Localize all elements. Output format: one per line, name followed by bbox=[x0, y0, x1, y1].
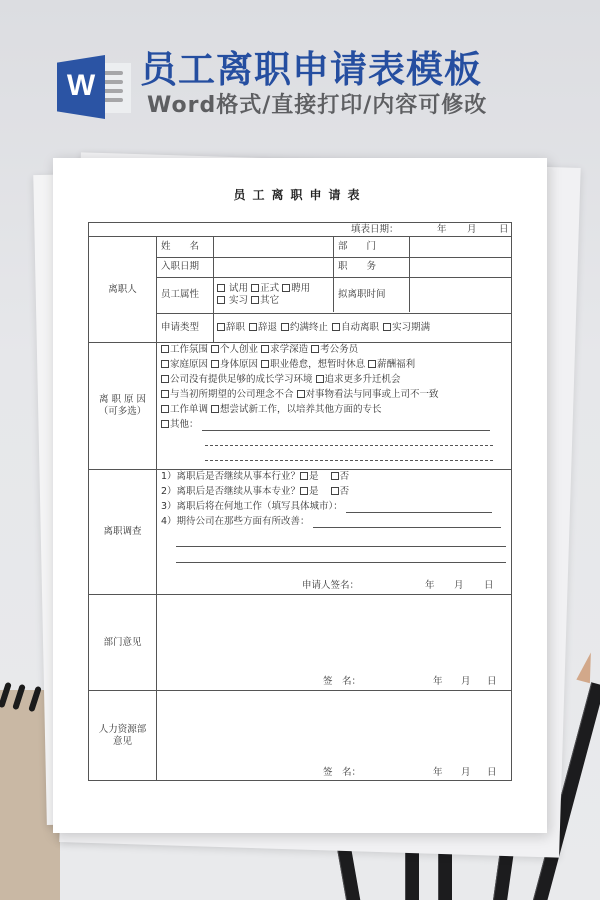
type-option-resign[interactable]: 辞职 bbox=[217, 322, 245, 334]
survey-question-3: 3）离职后将在何地工作（填写具体城市）： bbox=[161, 501, 511, 514]
word-icon-letter: W bbox=[66, 69, 96, 102]
reasons-line bbox=[161, 404, 511, 417]
applicant-sign-day: 日 bbox=[484, 580, 494, 591]
fill-date-row bbox=[88, 222, 512, 236]
word-icon bbox=[53, 47, 133, 127]
reason-option[interactable]: 家庭原因 bbox=[161, 359, 208, 370]
fill-date-label: 填表日期： bbox=[351, 224, 399, 235]
name-field[interactable] bbox=[214, 237, 333, 257]
hr-opinion-field[interactable] bbox=[157, 691, 511, 764]
attribute-options bbox=[217, 277, 333, 313]
survey-question-2: 2）离职后是否继续从事本专业？ 是 否 bbox=[161, 486, 350, 497]
other-reason-input[interactable] bbox=[205, 436, 493, 446]
reasons-line bbox=[161, 344, 511, 357]
q2-yes-option[interactable]: 是 bbox=[300, 486, 319, 497]
reason-option[interactable]: 工作单调 bbox=[161, 404, 208, 415]
reason-option[interactable]: 考公务员 bbox=[311, 344, 358, 355]
hr-sign-day: 日 bbox=[487, 767, 497, 778]
checkbox-icon bbox=[300, 487, 308, 495]
survey-section bbox=[88, 469, 512, 594]
checkbox-icon bbox=[282, 284, 290, 292]
banner-title: 员工离职申请表模板 bbox=[140, 48, 482, 91]
name-label: 姓 名 bbox=[161, 241, 200, 252]
reasons-line bbox=[161, 374, 511, 387]
other-reason-line-3 bbox=[161, 449, 511, 462]
fill-date-month: 月 bbox=[467, 224, 477, 235]
type-option-dismiss[interactable]: 辞退 bbox=[249, 322, 277, 334]
reason-option[interactable]: 想尝试新工作，以培养其他方面的专长 bbox=[211, 404, 382, 415]
hr-sign-month: 月 bbox=[461, 767, 471, 778]
applicant-sign-year: 年 bbox=[425, 580, 435, 591]
checkbox-icon bbox=[161, 345, 169, 353]
checkbox-icon bbox=[251, 284, 259, 292]
reason-option[interactable]: 求学深造 bbox=[261, 344, 308, 355]
hire-date-label: 入职日期 bbox=[161, 261, 200, 272]
checkbox-icon bbox=[161, 360, 169, 368]
checkbox-icon bbox=[311, 345, 319, 353]
reasons-line bbox=[161, 359, 511, 372]
checkbox-icon bbox=[251, 296, 259, 304]
checkbox-icon bbox=[368, 360, 376, 368]
checkbox-icon bbox=[161, 420, 169, 428]
reasons-line bbox=[161, 389, 511, 402]
reason-option[interactable]: 对事物看法与同事或上司不一致 bbox=[297, 389, 439, 400]
checkbox-icon bbox=[217, 323, 225, 331]
checkbox-icon bbox=[161, 405, 169, 413]
type-option-voluntary[interactable]: 自动离职 bbox=[332, 322, 379, 334]
checkbox-icon bbox=[331, 487, 339, 495]
checkbox-icon bbox=[331, 472, 339, 480]
checkbox-icon bbox=[249, 323, 257, 331]
department-sign-day: 日 bbox=[487, 676, 497, 687]
reason-option[interactable]: 薪酬福利 bbox=[368, 359, 415, 370]
attribute-option-intern[interactable]: 实习 bbox=[217, 295, 248, 306]
spiral-ring bbox=[12, 684, 26, 711]
attribute-option-trial[interactable]: 试用 bbox=[217, 283, 248, 294]
department-opinion-label: 部门意见 bbox=[103, 636, 142, 648]
department-opinion-field[interactable] bbox=[157, 595, 511, 674]
reason-option[interactable]: 职业倦怠，想暂时休息 bbox=[261, 359, 365, 370]
checkbox-icon bbox=[161, 390, 169, 398]
hr-opinion-section bbox=[88, 690, 512, 781]
reasons-list bbox=[161, 344, 511, 462]
survey-section-label: 离职调查 bbox=[103, 526, 142, 537]
checkbox-icon bbox=[261, 345, 269, 353]
reason-option[interactable]: 追求更多升迁机会 bbox=[316, 374, 401, 385]
attribute-label: 员工属性 bbox=[161, 289, 200, 300]
application-type-label: 申请类型 bbox=[161, 322, 200, 333]
attribute-option-hired[interactable]: 聘用 bbox=[282, 283, 310, 294]
checkbox-icon bbox=[161, 375, 169, 383]
other-reason-input[interactable] bbox=[202, 421, 490, 431]
banner-subtitle: Word格式/直接打印/内容可修改 bbox=[147, 93, 488, 118]
improvement-input[interactable] bbox=[176, 537, 506, 547]
checkbox-icon bbox=[332, 323, 340, 331]
department-sign-month: 月 bbox=[461, 676, 471, 687]
resignation-form bbox=[88, 222, 512, 781]
department-label: 部 门 bbox=[338, 241, 377, 252]
position-label: 职 务 bbox=[338, 261, 377, 272]
hire-date-field[interactable] bbox=[214, 257, 333, 277]
hr-signature-label: 签 名： bbox=[323, 767, 362, 778]
spiral-ring bbox=[28, 686, 42, 713]
application-type-options bbox=[217, 313, 513, 343]
department-sign-year: 年 bbox=[433, 676, 443, 687]
checkbox-icon bbox=[383, 323, 391, 331]
type-option-intern-end[interactable]: 实习期满 bbox=[383, 322, 430, 334]
position-field[interactable] bbox=[410, 257, 512, 277]
reason-option-other[interactable]: 其他： bbox=[161, 419, 199, 430]
department-field[interactable] bbox=[410, 237, 512, 257]
employee-section bbox=[88, 236, 512, 342]
checkbox-icon bbox=[211, 405, 219, 413]
attribute-option-regular[interactable]: 正式 bbox=[251, 283, 279, 294]
fill-date-day: 日 bbox=[499, 224, 509, 235]
checkbox-icon bbox=[211, 345, 219, 353]
spiral-ring bbox=[0, 682, 12, 709]
leave-time-field[interactable] bbox=[410, 277, 512, 313]
q2-no-option[interactable]: 否 bbox=[331, 486, 350, 497]
improvement-input[interactable] bbox=[313, 518, 501, 528]
reason-option[interactable]: 身体原因 bbox=[211, 359, 258, 370]
type-option-contract-end[interactable]: 约满终止 bbox=[281, 322, 328, 334]
reasons-other-line bbox=[161, 419, 511, 432]
checkbox-icon bbox=[316, 375, 324, 383]
survey-questions bbox=[161, 471, 511, 564]
applicant-signature-label: 申请人签名： bbox=[302, 580, 360, 591]
checkbox-icon bbox=[211, 360, 219, 368]
work-city-input[interactable] bbox=[346, 503, 492, 513]
document-page bbox=[53, 158, 547, 833]
applicant-sign-month: 月 bbox=[454, 580, 464, 591]
reasons-section bbox=[88, 342, 512, 469]
survey-question-4: 4）期待公司在那些方面有所改善： bbox=[161, 516, 511, 529]
q1-no-option[interactable]: 否 bbox=[331, 471, 350, 482]
checkbox-icon bbox=[281, 323, 289, 331]
department-opinion-section bbox=[88, 594, 512, 690]
other-reason-line-2 bbox=[161, 434, 511, 447]
improvement-line-2 bbox=[161, 535, 511, 548]
checkbox-icon bbox=[261, 360, 269, 368]
checkbox-icon bbox=[217, 284, 225, 292]
reasons-section-label: 离 职 原 因 （可多选） bbox=[98, 394, 147, 417]
checkbox-icon bbox=[300, 472, 308, 480]
reason-option[interactable]: 工作氛围 bbox=[161, 344, 208, 355]
reason-option[interactable]: 与当初所期望的公司理念不合 bbox=[161, 389, 294, 400]
reason-option[interactable]: 公司没有提供足够的成长学习环境 bbox=[161, 374, 313, 385]
checkbox-icon bbox=[297, 390, 305, 398]
checkbox-icon bbox=[217, 296, 225, 304]
hr-sign-year: 年 bbox=[433, 767, 443, 778]
department-signature-label: 签 名： bbox=[323, 676, 362, 687]
hr-opinion-label: 人力资源部 意见 bbox=[98, 723, 147, 747]
survey-question-1: 1）离职后是否继续从事本行业？ 是 否 bbox=[161, 471, 350, 482]
employee-section-label: 离职人 bbox=[108, 283, 137, 295]
attribute-option-other[interactable]: 其它 bbox=[251, 295, 279, 306]
header-banner bbox=[0, 0, 600, 140]
improvement-input[interactable] bbox=[176, 553, 506, 563]
reason-option[interactable]: 个人创业 bbox=[211, 344, 258, 355]
other-reason-input[interactable] bbox=[205, 451, 493, 461]
document-title: 员工离职申请表 bbox=[233, 188, 367, 202]
fill-date-year: 年 bbox=[437, 224, 447, 235]
pencil-tip-decoration bbox=[576, 651, 597, 684]
improvement-line-3 bbox=[161, 551, 511, 564]
leave-time-label: 拟离职时间 bbox=[338, 289, 386, 300]
q1-yes-option[interactable]: 是 bbox=[300, 471, 319, 482]
